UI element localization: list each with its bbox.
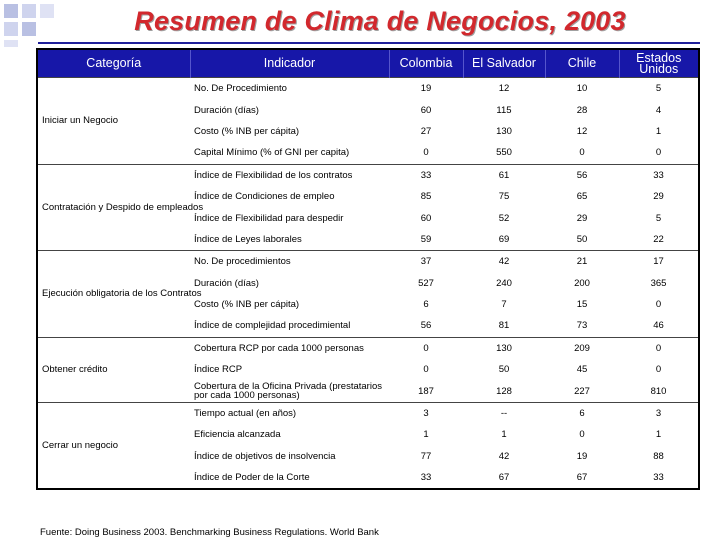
value-cell: 3	[389, 402, 463, 424]
value-cell: 0	[389, 337, 463, 359]
value-cell: 42	[498, 450, 510, 462]
category-label: Cerrar un negocio	[37, 402, 190, 489]
value-cell: 65	[576, 191, 588, 203]
title-divider	[38, 42, 700, 44]
value-cell: 1	[655, 429, 662, 441]
value-cell: 22	[653, 233, 664, 245]
indicator-label: Índice de complejidad procedimiental	[194, 320, 351, 332]
value-cell: --	[463, 402, 545, 424]
value-cell: 227	[574, 385, 590, 397]
value-cell: 0	[655, 364, 662, 376]
indicator-label: Índice de objetivos de insolvencia	[194, 450, 336, 462]
indicator-label: Tiempo actual (en años)	[190, 402, 389, 424]
value-cell: 1	[423, 429, 429, 441]
indicator-label: No. De procedimientos	[190, 251, 389, 273]
column-header: Indicador	[190, 49, 389, 78]
indicator-label: Capital Mínimo (% of GNI per capita)	[194, 147, 350, 159]
value-cell: 33	[653, 472, 664, 484]
value-cell: 21	[545, 251, 619, 273]
value-cell: 37	[389, 251, 463, 273]
value-cell: 5	[655, 212, 662, 224]
table-body	[37, 78, 699, 490]
indicator-label: Costo (% INB per cápita)	[194, 125, 300, 137]
value-cell: 50	[498, 364, 510, 376]
value-cell: 365	[650, 277, 667, 289]
value-cell: 12	[576, 125, 588, 137]
value-cell: 0	[423, 147, 429, 159]
value-cell: 15	[576, 299, 588, 311]
indicator-label: Índice de Poder de la Corte	[194, 472, 310, 484]
indicator-label: Duración (días)	[194, 104, 259, 116]
column-header: Chile	[545, 49, 619, 78]
value-cell: 46	[653, 320, 664, 332]
value-cell: 1	[655, 125, 662, 137]
value-cell: 4	[655, 104, 662, 116]
column-header: Categoría	[37, 49, 190, 78]
value-cell: 61	[463, 164, 545, 186]
table-row	[37, 164, 699, 186]
table-header-row	[37, 49, 699, 78]
value-cell: 17	[619, 251, 699, 273]
value-cell: 56	[545, 164, 619, 186]
value-cell: 19	[389, 78, 463, 100]
value-cell: 45	[576, 364, 588, 376]
value-cell: 527	[418, 277, 434, 289]
value-cell: 85	[420, 191, 432, 203]
column-header: Colombia	[389, 49, 463, 78]
value-cell: 56	[420, 320, 432, 332]
business-climate-table	[36, 48, 700, 490]
value-cell: 60	[420, 212, 432, 224]
value-cell: 810	[650, 385, 667, 397]
indicator-label: Cobertura RCP por cada 1000 personas	[190, 337, 389, 359]
table-row	[37, 251, 699, 273]
value-cell: 130	[463, 337, 545, 359]
category-label: Iniciar un Negocio	[37, 78, 190, 165]
value-cell: 0	[423, 364, 429, 376]
category-label: Obtener crédito	[37, 337, 190, 402]
value-cell: 10	[545, 78, 619, 100]
indicator-label: Cobertura de la Oficina Privada (prestatarios por cada 1000 personas)	[194, 381, 382, 402]
value-cell: 128	[496, 385, 512, 397]
value-cell: 550	[496, 147, 512, 159]
indicator-label: Eficiencia alcanzada	[194, 429, 281, 441]
table-row	[37, 337, 699, 359]
indicator-label: No. De Procedimiento	[190, 78, 389, 100]
value-cell: 0	[579, 147, 585, 159]
value-cell: 69	[498, 233, 510, 245]
value-cell: 33	[619, 164, 699, 186]
value-cell: 240	[496, 277, 512, 289]
indicator-label: Duración (días)	[194, 277, 259, 289]
value-cell: 19	[576, 450, 588, 462]
value-cell: 59	[420, 233, 432, 245]
value-cell: 75	[498, 191, 510, 203]
category-label: Contratación y Despido de empleados	[37, 164, 190, 251]
value-cell: 200	[574, 277, 590, 289]
value-cell: 130	[496, 125, 512, 137]
value-cell: 6	[423, 299, 429, 311]
value-cell: 6	[545, 402, 619, 424]
value-cell: 209	[545, 337, 619, 359]
indicator-label: Índice RCP	[194, 364, 243, 376]
column-header: El Salvador	[463, 49, 545, 78]
value-cell: 27	[420, 125, 432, 137]
value-cell: 88	[653, 450, 664, 462]
source-note: Fuente: Doing Business 2003. Benchmarking Business Regulations. World Bank	[40, 527, 379, 538]
table-row	[37, 402, 699, 424]
value-cell: 28	[576, 104, 588, 116]
value-cell: 33	[420, 472, 432, 484]
page-title: Resumen de Clima de Negocios, 2003	[134, 6, 626, 36]
value-cell: 67	[498, 472, 510, 484]
indicator-label: Índice de Condiciones de empleo	[194, 191, 335, 203]
value-cell: 7	[501, 299, 507, 311]
value-cell: 73	[576, 320, 588, 332]
column-header: Estados Unidos	[619, 49, 699, 78]
indicator-label: Índice de Flexibilidad para despedir	[194, 212, 344, 224]
value-cell: 0	[619, 337, 699, 359]
value-cell: 52	[498, 212, 510, 224]
indicator-label: Índice de Flexibilidad de los contratos	[190, 164, 389, 186]
value-cell: 81	[498, 320, 510, 332]
indicator-label: Costo (% INB per cápita)	[194, 299, 300, 311]
value-cell: 60	[420, 104, 432, 116]
value-cell: 50	[576, 233, 588, 245]
value-cell: 187	[418, 385, 434, 397]
value-cell: 5	[619, 78, 699, 100]
value-cell: 67	[576, 472, 588, 484]
value-cell: 42	[463, 251, 545, 273]
indicator-label: Índice de Leyes laborales	[194, 233, 302, 245]
table-row	[37, 78, 699, 100]
value-cell: 33	[389, 164, 463, 186]
value-cell: 77	[420, 450, 432, 462]
value-cell: 0	[655, 299, 662, 311]
value-cell: 3	[619, 402, 699, 424]
category-label: Ejecución obligatoria de los Contratos	[37, 251, 190, 338]
value-cell: 29	[653, 191, 664, 203]
value-cell: 12	[463, 78, 545, 100]
value-cell: 1	[501, 429, 507, 441]
value-cell: 0	[655, 147, 662, 159]
value-cell: 0	[579, 429, 585, 441]
value-cell: 115	[496, 104, 512, 116]
value-cell: 29	[576, 212, 588, 224]
